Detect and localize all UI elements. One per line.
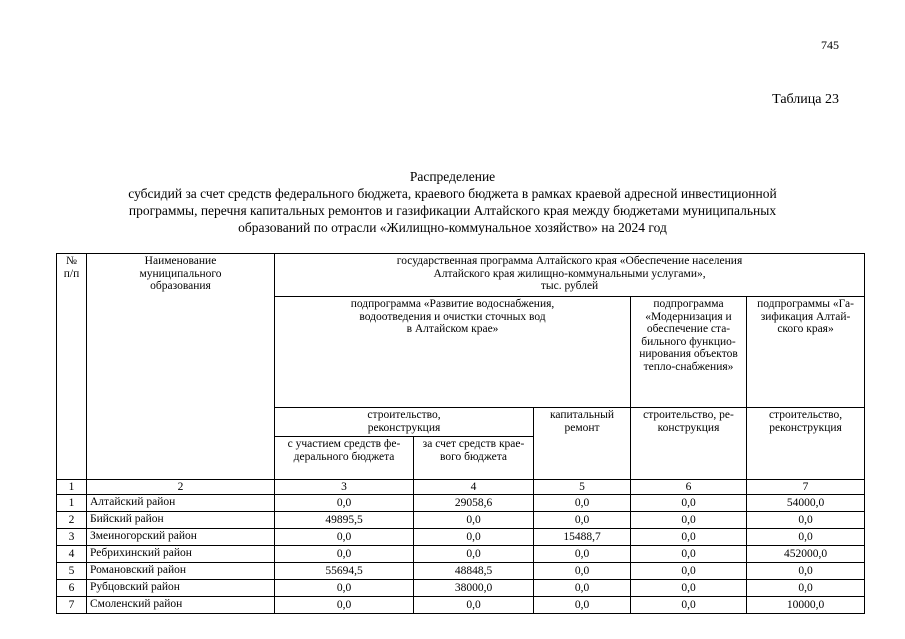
table-row <box>57 563 865 580</box>
cell-value: 0,0 <box>414 512 534 529</box>
cell-value: 0,0 <box>414 529 534 546</box>
cell-value: 15488,7 <box>534 529 631 546</box>
header-gas-construction: строительство, реконструкция <box>747 408 865 480</box>
cell-value: 0,0 <box>631 512 747 529</box>
column-number: 7 <box>747 480 865 495</box>
header-municipality: Наименование муниципального образования <box>87 254 275 480</box>
table-row <box>57 512 865 529</box>
cell-value: 0,0 <box>275 495 414 512</box>
municipality-name: Змеиногорский район <box>87 529 275 546</box>
table-label: Таблица 23 <box>772 92 839 107</box>
header-federal-participation: с участием средств фе- дерального бюджета <box>275 437 414 480</box>
cell-value: 0,0 <box>747 563 865 580</box>
column-numbers-row <box>57 480 865 495</box>
cell-value: 0,0 <box>631 529 747 546</box>
cell-value: 10000,0 <box>747 597 865 614</box>
cell-value: 48848,5 <box>414 563 534 580</box>
cell-value: 0,0 <box>747 529 865 546</box>
table-row <box>57 546 865 563</box>
header-capital-repair: капитальный ремонт <box>534 408 631 480</box>
municipality-name: Бийский район <box>87 512 275 529</box>
header-subprogram-gas: подпрограммы «Га- зификация Алтай- ского края» <box>747 297 865 408</box>
cell-value: 55694,5 <box>275 563 414 580</box>
cell-value: 0,0 <box>534 546 631 563</box>
cell-value: 0,0 <box>534 512 631 529</box>
cell-value: 0,0 <box>631 580 747 597</box>
row-number: 2 <box>57 512 87 529</box>
municipality-name: Романовский район <box>87 563 275 580</box>
row-number: 7 <box>57 597 87 614</box>
title-line: программы, перечня капитальных ремонтов и газификации Алтайского края между бюджетами муниципальных <box>128 203 777 218</box>
column-number: 3 <box>275 480 414 495</box>
header-construction: строительство, реконструкция <box>275 408 534 437</box>
cell-value: 0,0 <box>534 580 631 597</box>
table-row <box>57 580 865 597</box>
column-number: 4 <box>414 480 534 495</box>
distribution-table <box>56 253 865 614</box>
cell-value: 0,0 <box>747 512 865 529</box>
title-line: субсидий за счет средств федерального бюджета, краевого бюджета в рамках краевой адресной инвестиционной <box>128 186 777 201</box>
table-row <box>57 597 865 614</box>
municipality-name: Ребрихинский район <box>87 546 275 563</box>
cell-value: 0,0 <box>747 580 865 597</box>
cell-value: 0,0 <box>414 597 534 614</box>
cell-value: 38000,0 <box>414 580 534 597</box>
header-subprogram-heat: подпрограмма «Модернизация и обеспечение ста- бильного функцио- нирования объектов тепло-снабжения» <box>631 297 747 408</box>
cell-value: 49895,5 <box>275 512 414 529</box>
column-number: 6 <box>631 480 747 495</box>
cell-value: 0,0 <box>631 495 747 512</box>
cell-value: 0,0 <box>275 597 414 614</box>
header-regional-funds: за счет средств крае- вого бюджета <box>414 437 534 480</box>
cell-value: 452000,0 <box>747 546 865 563</box>
cell-value: 0,0 <box>631 563 747 580</box>
cell-value: 54000,0 <box>747 495 865 512</box>
cell-value: 0,0 <box>275 580 414 597</box>
table-row <box>57 495 865 512</box>
row-number: 6 <box>57 580 87 597</box>
municipality-name: Алтайский район <box>87 495 275 512</box>
page-number: 745 <box>821 38 839 52</box>
cell-value: 29058,6 <box>414 495 534 512</box>
municipality-name: Смоленский район <box>87 597 275 614</box>
title-heading: Распределение <box>409 169 496 184</box>
document-title <box>0 168 905 236</box>
row-number: 5 <box>57 563 87 580</box>
row-number: 1 <box>57 495 87 512</box>
cell-value: 0,0 <box>534 495 631 512</box>
cell-value: 0,0 <box>414 546 534 563</box>
header-number: № п/п <box>57 254 87 480</box>
column-number: 2 <box>87 480 275 495</box>
cell-value: 0,0 <box>275 529 414 546</box>
title-line: образований по отрасли «Жилищно-коммунальное хозяйство» на 2024 год <box>238 220 667 235</box>
header-program: государственная программа Алтайского края «Обеспечение населения Алтайского края жилищно-коммунальными услугами», тыс. рублей <box>275 254 865 297</box>
header-subprogram-water: подпрограмма «Развитие водоснабжения, водоотведения и очистки сточных вод в Алтайском крае» <box>275 297 631 408</box>
cell-value: 0,0 <box>631 597 747 614</box>
row-number: 3 <box>57 529 87 546</box>
header-heat-construction: строительство, ре- конструкция <box>631 408 747 480</box>
municipality-name: Рубцовский район <box>87 580 275 597</box>
cell-value: 0,0 <box>534 597 631 614</box>
column-number: 1 <box>57 480 87 495</box>
column-number: 5 <box>534 480 631 495</box>
table-row <box>57 529 865 546</box>
row-number: 4 <box>57 546 87 563</box>
cell-value: 0,0 <box>631 546 747 563</box>
cell-value: 0,0 <box>534 563 631 580</box>
cell-value: 0,0 <box>275 546 414 563</box>
